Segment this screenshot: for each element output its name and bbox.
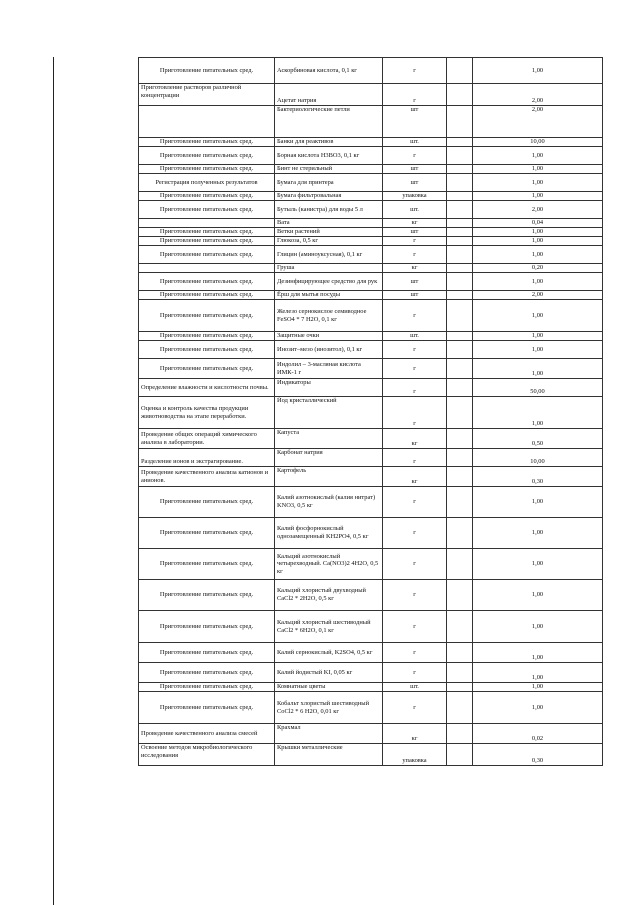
empty-cell xyxy=(447,379,473,397)
purpose-cell xyxy=(139,106,275,138)
material-name-cell: Кальций хлористый двухводный CaCl2 * 2H2O, 0,5 кг xyxy=(275,580,383,611)
unit-cell: г xyxy=(383,379,447,397)
table-row xyxy=(139,228,603,237)
unit-cell: г xyxy=(383,549,447,580)
quantity-cell: 1,00 xyxy=(473,273,603,291)
unit-cell: г xyxy=(383,359,447,379)
table-row xyxy=(139,291,603,300)
table-row xyxy=(139,518,603,549)
purpose-cell: Проведение качественного анализа катионов и анионов. xyxy=(139,467,275,487)
empty-cell xyxy=(447,663,473,683)
purpose-cell: Разделение ионов и экстрагирование. xyxy=(139,449,275,467)
purpose-cell: Проведение общих операций химического анализа в лаборатории. xyxy=(139,429,275,449)
purpose-cell: Приготовление питательных сред. xyxy=(139,246,275,264)
material-name-cell: Крахмал xyxy=(275,724,383,744)
unit-cell: упаковка xyxy=(383,192,447,201)
unit-cell: г xyxy=(383,487,447,518)
purpose-cell: Приготовление питательных сред. xyxy=(139,341,275,359)
unit-cell: г xyxy=(383,611,447,643)
quantity-cell: 1,00 xyxy=(473,332,603,341)
quantity-cell: 1,00 xyxy=(473,237,603,246)
quantity-cell: 2,00 xyxy=(473,106,603,138)
empty-cell xyxy=(447,580,473,611)
purpose-cell: Приготовление питательных сред. xyxy=(139,518,275,549)
unit-cell: г xyxy=(383,246,447,264)
left-margin-line xyxy=(53,57,54,905)
material-name-cell: Карбонат натрия xyxy=(275,449,383,467)
purpose-cell xyxy=(139,264,275,273)
table-row xyxy=(139,147,603,165)
purpose-cell: Приготовление питательных сред. xyxy=(139,228,275,237)
unit-cell: шт xyxy=(383,174,447,192)
purpose-cell: Приготовление питательных сред. xyxy=(139,291,275,300)
quantity-cell: 1,00 xyxy=(473,487,603,518)
empty-cell xyxy=(447,429,473,449)
quantity-cell: 0,30 xyxy=(473,744,603,766)
quantity-cell: 50,00 xyxy=(473,379,603,397)
unit-cell: г xyxy=(383,643,447,663)
table-row xyxy=(139,449,603,467)
quantity-cell: 1,00 xyxy=(473,549,603,580)
table-row xyxy=(139,429,603,449)
quantity-cell: 1,00 xyxy=(473,643,603,663)
table-row xyxy=(139,611,603,643)
material-name-cell: Ветки растений xyxy=(275,228,383,237)
unit-cell: г xyxy=(383,147,447,165)
unit-cell: кг xyxy=(383,429,447,449)
quantity-cell: 0,30 xyxy=(473,467,603,487)
table-row xyxy=(139,397,603,429)
empty-cell xyxy=(447,692,473,724)
purpose-cell: Приготовление питательных сред. xyxy=(139,165,275,174)
quantity-cell: 0,20 xyxy=(473,264,603,273)
empty-cell xyxy=(447,467,473,487)
empty-cell xyxy=(447,192,473,201)
unit-cell: г xyxy=(383,300,447,332)
purpose-cell: Приготовление питательных сред. xyxy=(139,58,275,84)
empty-cell xyxy=(447,273,473,291)
empty-cell xyxy=(447,518,473,549)
empty-cell xyxy=(447,58,473,84)
material-name-cell: Банки для реактивов xyxy=(275,138,383,147)
unit-cell: шт. xyxy=(383,138,447,147)
unit-cell: шт xyxy=(383,106,447,138)
material-name-cell: Глюкоза, 0,5 кг xyxy=(275,237,383,246)
empty-cell xyxy=(447,237,473,246)
empty-cell xyxy=(447,174,473,192)
quantity-cell: 1,00 xyxy=(473,147,603,165)
material-name-cell: Бутыль (канистра) для воды 5 л xyxy=(275,201,383,219)
quantity-cell: 2,00 xyxy=(473,291,603,300)
unit-cell: г xyxy=(383,692,447,724)
materials-table xyxy=(138,57,603,766)
quantity-cell: 0,02 xyxy=(473,724,603,744)
table-row xyxy=(139,744,603,766)
quantity-cell: 1,00 xyxy=(473,246,603,264)
empty-cell xyxy=(447,643,473,663)
unit-cell: шт xyxy=(383,273,447,291)
empty-cell xyxy=(447,300,473,332)
purpose-cell: Приготовление питательных сред. xyxy=(139,611,275,643)
table-row xyxy=(139,84,603,106)
table-row xyxy=(139,549,603,580)
quantity-cell: 1,00 xyxy=(473,397,603,429)
table-row xyxy=(139,332,603,341)
quantity-cell: 1,00 xyxy=(473,580,603,611)
table-row xyxy=(139,487,603,518)
quantity-cell: 1,00 xyxy=(473,683,603,692)
unit-cell: г xyxy=(383,663,447,683)
material-name-cell: Бумага для принтера xyxy=(275,174,383,192)
material-name-cell: Картофель xyxy=(275,467,383,487)
table-row xyxy=(139,467,603,487)
table-row xyxy=(139,300,603,332)
material-name-cell: Бумага фильтровальная xyxy=(275,192,383,201)
purpose-cell: Приготовление питательных сред. xyxy=(139,201,275,219)
material-name-cell: Защитные очки xyxy=(275,332,383,341)
material-name-cell: Йод кристаллический xyxy=(275,397,383,429)
purpose-cell: Определение влажности и кислотности почвы. xyxy=(139,379,275,397)
purpose-cell: Приготовление питательных сред. xyxy=(139,300,275,332)
empty-cell xyxy=(447,724,473,744)
material-name-cell: Железо сернокислое семиводное FeSO4 * 7 H2O, 0,1 кг xyxy=(275,300,383,332)
empty-cell xyxy=(447,397,473,429)
unit-cell: шт xyxy=(383,165,447,174)
material-name-cell: Индикаторы xyxy=(275,379,383,397)
material-name-cell: Калий фосфорнокислый однозамещенный KH2PO4, 0,5 кг xyxy=(275,518,383,549)
empty-cell xyxy=(447,611,473,643)
purpose-cell: Приготовление питательных сред. xyxy=(139,237,275,246)
table-row xyxy=(139,643,603,663)
purpose-cell: Регистрация полученных результатов xyxy=(139,174,275,192)
table-row xyxy=(139,379,603,397)
materials-table-body xyxy=(139,58,603,766)
material-name-cell: Борная кислота H3BO3, 0,1 кг xyxy=(275,147,383,165)
material-name-cell: Калий сернокислый, K2SO4, 0,5 кг xyxy=(275,643,383,663)
quantity-cell: 1,00 xyxy=(473,692,603,724)
empty-cell xyxy=(447,228,473,237)
unit-cell: г xyxy=(383,518,447,549)
purpose-cell: Приготовление питательных сред. xyxy=(139,580,275,611)
unit-cell: кг xyxy=(383,219,447,228)
purpose-cell: Приготовление питательных сред. xyxy=(139,332,275,341)
table-row xyxy=(139,106,603,138)
unit-cell: шт. xyxy=(383,201,447,219)
unit-cell: г xyxy=(383,84,447,106)
quantity-cell: 1,00 xyxy=(473,192,603,201)
material-name-cell: Крышки металлические xyxy=(275,744,383,766)
material-name-cell: Комнатные цветы xyxy=(275,683,383,692)
quantity-cell: 1,00 xyxy=(473,228,603,237)
table-row xyxy=(139,201,603,219)
table-row xyxy=(139,341,603,359)
table-row xyxy=(139,692,603,724)
purpose-cell: Приготовление питательных сред. xyxy=(139,549,275,580)
empty-cell xyxy=(447,332,473,341)
unit-cell: кг xyxy=(383,724,447,744)
unit-cell: г xyxy=(383,58,447,84)
quantity-cell: 1,00 xyxy=(473,300,603,332)
unit-cell: шт xyxy=(383,291,447,300)
empty-cell xyxy=(447,359,473,379)
purpose-cell xyxy=(139,219,275,228)
material-name-cell: Капуста xyxy=(275,429,383,449)
purpose-cell: Приготовление питательных сред. xyxy=(139,138,275,147)
empty-cell xyxy=(447,201,473,219)
purpose-cell: Приготовление питательных сред. xyxy=(139,683,275,692)
table-row xyxy=(139,724,603,744)
quantity-cell: 0,04 xyxy=(473,219,603,228)
unit-cell: г xyxy=(383,449,447,467)
table-row xyxy=(139,58,603,84)
material-name-cell: Калий азотнокислый (калия нитрат) KNO3, 0,5 кг xyxy=(275,487,383,518)
purpose-cell: Приготовление питательных сред. xyxy=(139,359,275,379)
quantity-cell: 10,00 xyxy=(473,138,603,147)
unit-cell: шт xyxy=(383,228,447,237)
material-name-cell: Ацетат натрия xyxy=(275,84,383,106)
material-name-cell: Вата xyxy=(275,219,383,228)
empty-cell xyxy=(447,264,473,273)
quantity-cell: 1,00 xyxy=(473,58,603,84)
empty-cell xyxy=(447,138,473,147)
quantity-cell: 2,00 xyxy=(473,201,603,219)
purpose-cell: Освоение методов микробиологического исследования xyxy=(139,744,275,766)
purpose-cell: Приготовление питательных сред. xyxy=(139,147,275,165)
purpose-cell: Приготовление питательных сред. xyxy=(139,692,275,724)
empty-cell xyxy=(447,106,473,138)
table-row xyxy=(139,219,603,228)
table-row xyxy=(139,138,603,147)
empty-cell xyxy=(447,449,473,467)
quantity-cell: 2,00 xyxy=(473,84,603,106)
quantity-cell: 1,00 xyxy=(473,518,603,549)
table-row xyxy=(139,165,603,174)
material-name-cell: Бинт не стерильный xyxy=(275,165,383,174)
purpose-cell: Проведение качественного анализа смесей xyxy=(139,724,275,744)
table-row xyxy=(139,237,603,246)
empty-cell xyxy=(447,147,473,165)
table-row xyxy=(139,683,603,692)
quantity-cell: 1,00 xyxy=(473,174,603,192)
purpose-cell: Оценка и контроль качества продукции животноводства на этапе переработки. xyxy=(139,397,275,429)
quantity-cell: 1,00 xyxy=(473,611,603,643)
table-row xyxy=(139,246,603,264)
table-row xyxy=(139,359,603,379)
empty-cell xyxy=(447,84,473,106)
unit-cell: кг xyxy=(383,467,447,487)
table-row xyxy=(139,192,603,201)
quantity-cell: 1,00 xyxy=(473,663,603,683)
unit-cell: г xyxy=(383,341,447,359)
table-row xyxy=(139,174,603,192)
empty-cell xyxy=(447,549,473,580)
table-row xyxy=(139,273,603,291)
material-name-cell: Ёрш для мытья посуды xyxy=(275,291,383,300)
material-name-cell: Калий йодистый KI, 0,05 кг xyxy=(275,663,383,683)
purpose-cell: Приготовление растворов различной концентрации xyxy=(139,84,275,106)
unit-cell: шт. xyxy=(383,683,447,692)
material-name-cell: Аскорбиновая кислота, 0,1 кг xyxy=(275,58,383,84)
unit-cell: г xyxy=(383,580,447,611)
empty-cell xyxy=(447,165,473,174)
material-name-cell: Кальций хлористый шестиводный CaCl2 * 6H2O, 0,1 кг xyxy=(275,611,383,643)
material-name-cell: Инозит–мезо (инозитол), 0,1 кг xyxy=(275,341,383,359)
table-row xyxy=(139,663,603,683)
empty-cell xyxy=(447,487,473,518)
empty-cell xyxy=(447,683,473,692)
material-name-cell: Кальций азотнокислый четырехводный. Ca(NO3)2 4H2O, 0,5 кг xyxy=(275,549,383,580)
empty-cell xyxy=(447,744,473,766)
purpose-cell: Приготовление питательных сред. xyxy=(139,487,275,518)
quantity-cell: 1,00 xyxy=(473,165,603,174)
unit-cell: г xyxy=(383,397,447,429)
purpose-cell: Приготовление питательных сред. xyxy=(139,663,275,683)
unit-cell: шт. xyxy=(383,332,447,341)
table-row xyxy=(139,264,603,273)
purpose-cell: Приготовление питательных сред. xyxy=(139,273,275,291)
quantity-cell: 1,00 xyxy=(473,341,603,359)
material-name-cell: Бактериологические петли xyxy=(275,106,383,138)
unit-cell: г xyxy=(383,237,447,246)
unit-cell: упаковка xyxy=(383,744,447,766)
material-name-cell: Дезинфицирующее средство для рук xyxy=(275,273,383,291)
empty-cell xyxy=(447,291,473,300)
quantity-cell: 0,50 xyxy=(473,429,603,449)
material-name-cell: Кобальт хлористый шестиводный CoCl2 * 6 H2O, 0,01 кг xyxy=(275,692,383,724)
quantity-cell: 10,00 xyxy=(473,449,603,467)
empty-cell xyxy=(447,219,473,228)
material-name-cell: Индолил – 3-масляная кислота ИМК-1 г xyxy=(275,359,383,379)
unit-cell: кг xyxy=(383,264,447,273)
quantity-cell: 1,00 xyxy=(473,359,603,379)
purpose-cell: Приготовление питательных сред. xyxy=(139,192,275,201)
empty-cell xyxy=(447,341,473,359)
material-name-cell: Груша xyxy=(275,264,383,273)
empty-cell xyxy=(447,246,473,264)
purpose-cell: Приготовление питательных сред. xyxy=(139,643,275,663)
material-name-cell: Глицин (аминоуксусная), 0,1 кг xyxy=(275,246,383,264)
table-row xyxy=(139,580,603,611)
